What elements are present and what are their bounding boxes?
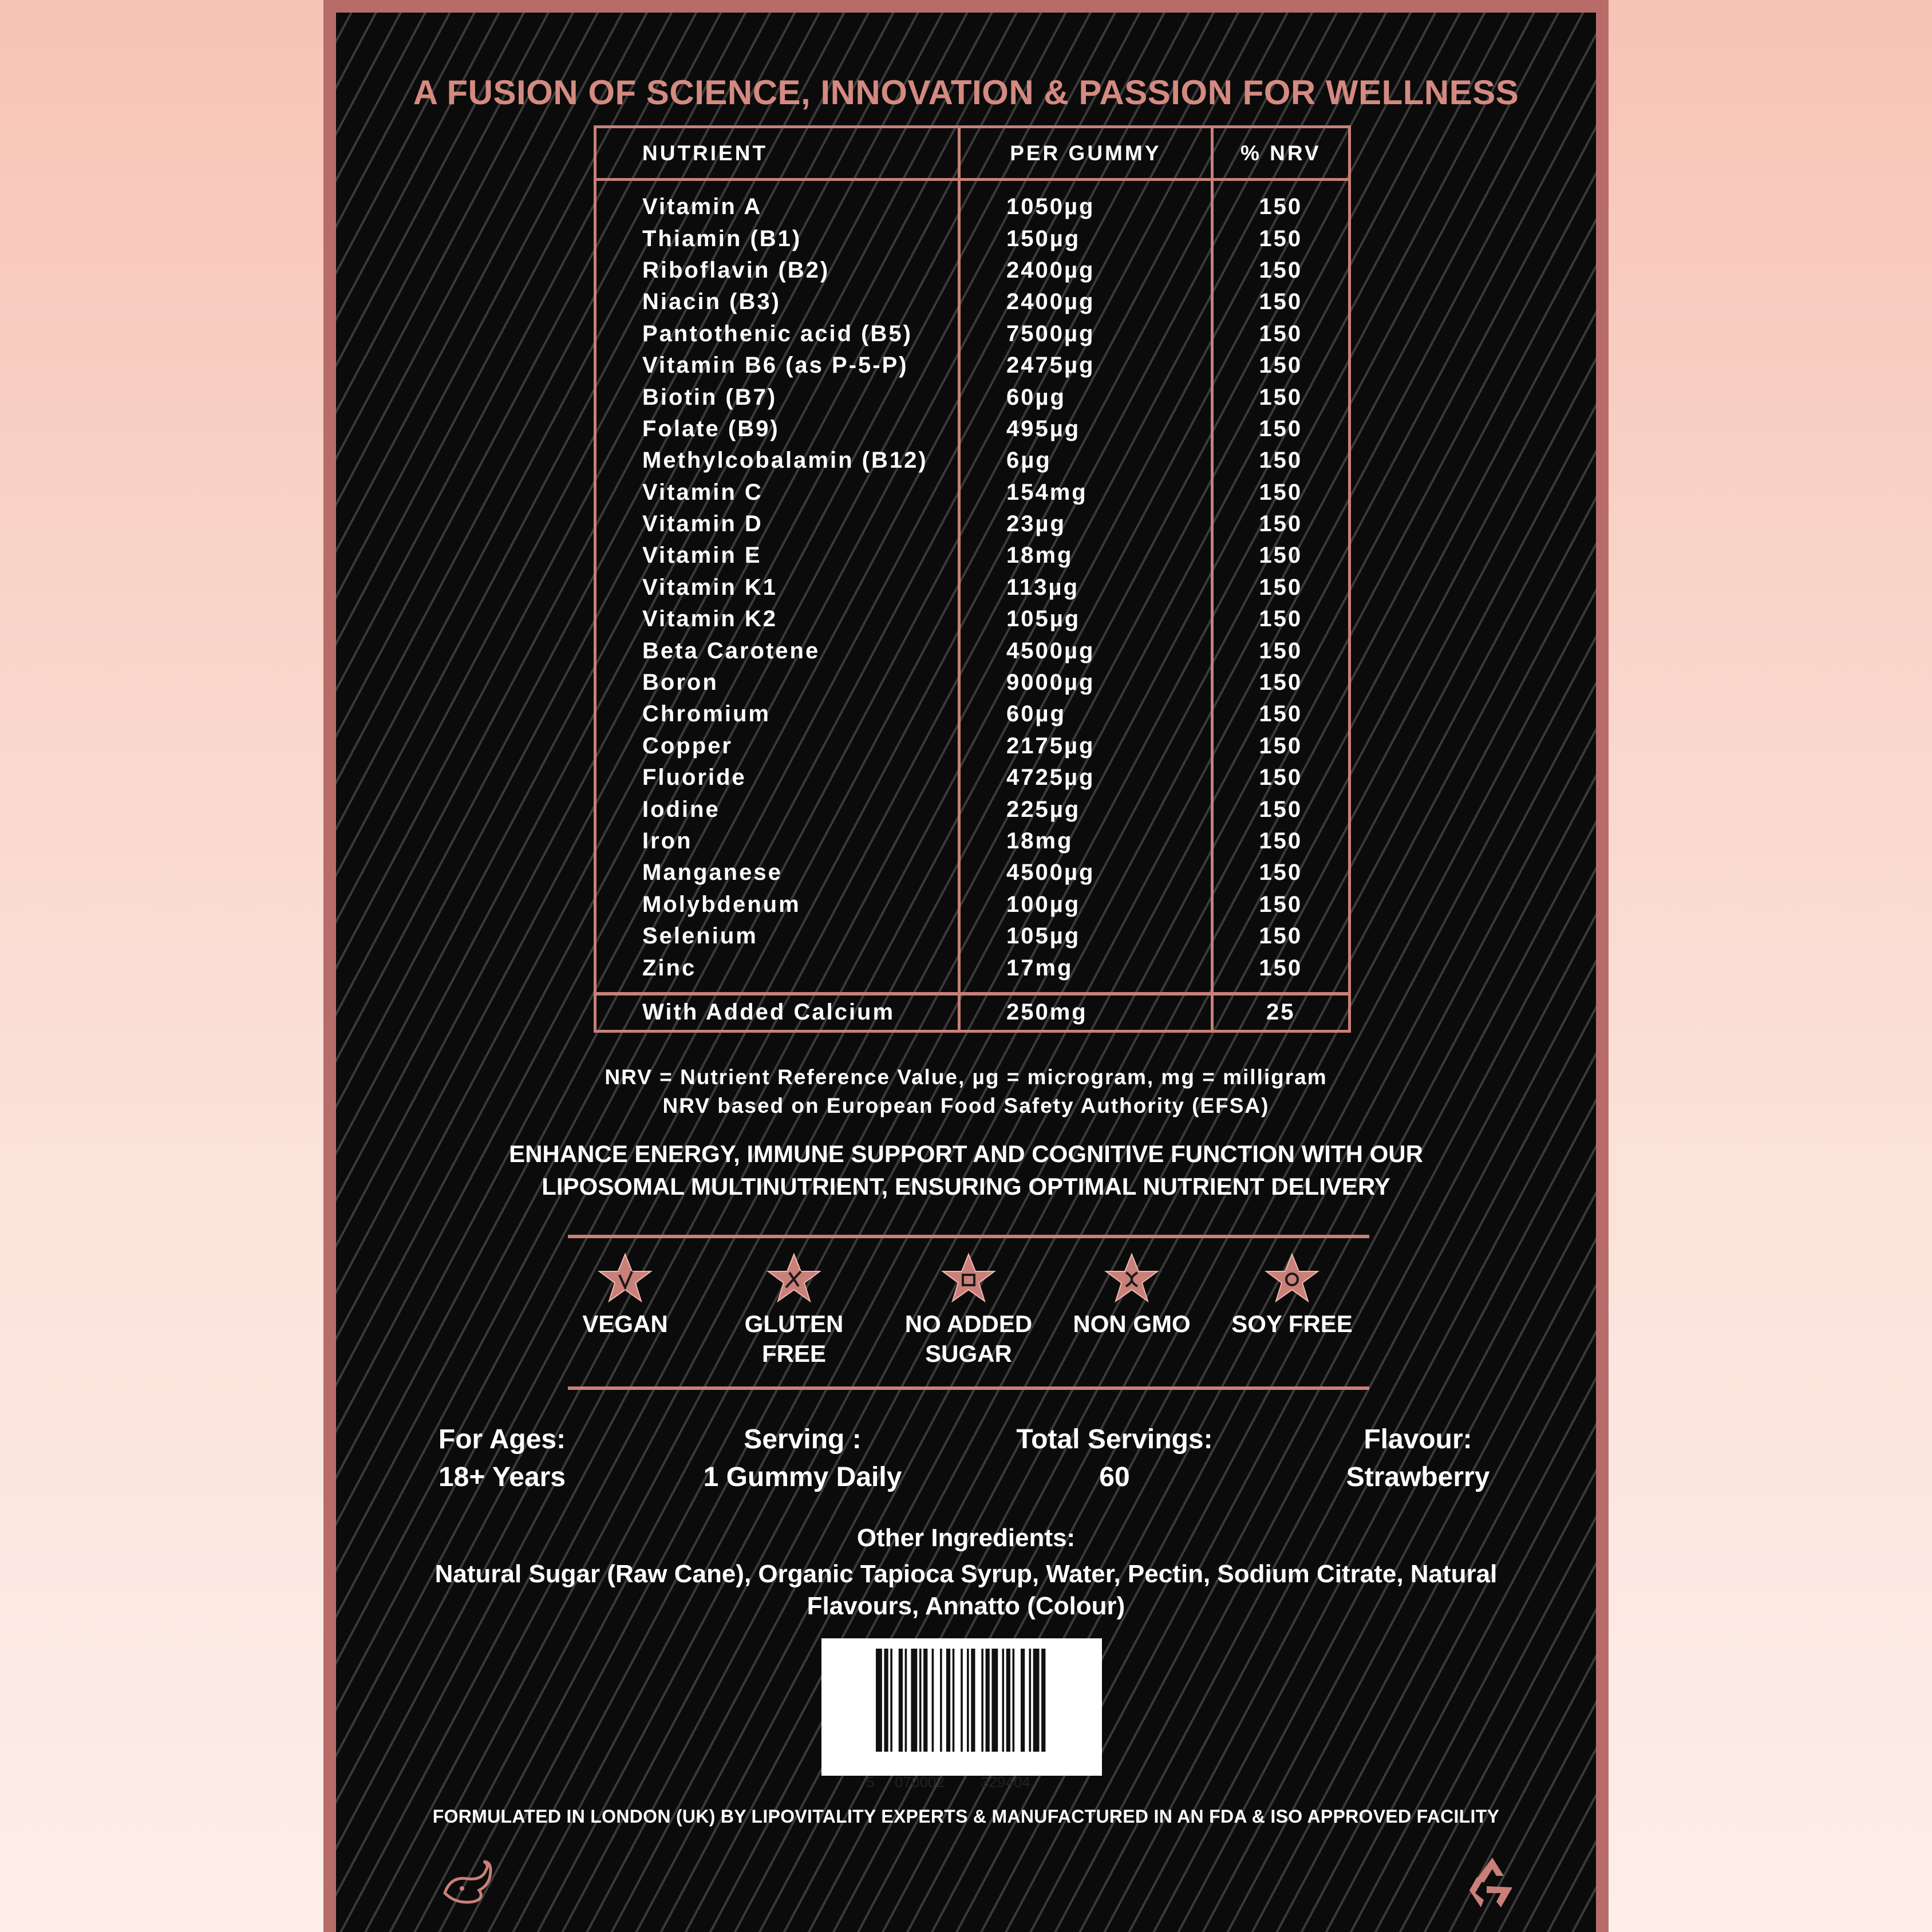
table-row	[595, 508, 1350, 540]
nutrient-name: Methylcobalamin (B12)	[595, 445, 959, 476]
nutrient-nrv: 150	[1212, 381, 1349, 413]
serving-label: Serving :	[744, 1424, 862, 1455]
badge-label: SOY FREE	[1231, 1310, 1353, 1337]
other-ingredients-text	[422, 1558, 1510, 1622]
badge-label: GLUTEN FREE	[744, 1310, 844, 1367]
nutrient-name: Selenium	[595, 920, 959, 952]
nutrient-amount: 23µg	[959, 508, 1212, 540]
nutrient-name: Vitamin C	[595, 477, 959, 508]
nutrient-amount: 225µg	[959, 793, 1212, 825]
table-row	[595, 603, 1350, 635]
badge-gluten-free	[711, 1252, 877, 1369]
nutrient-amount: 2400µg	[959, 286, 1212, 318]
nutrient-nrv: 150	[1212, 445, 1349, 476]
nutrient-nrv: 150	[1212, 920, 1349, 952]
barcode-bar	[1002, 1649, 1004, 1752]
vegan-star-icon	[596, 1252, 654, 1303]
barcode-bar	[890, 1649, 892, 1752]
header-nrv: % NRV	[1212, 127, 1349, 180]
nrv-note-2: NRV based on European Food Safety Authority (EFSA)	[662, 1094, 1270, 1117]
nutrient-amount: 18mg	[959, 825, 1212, 857]
barcode-bar	[919, 1649, 922, 1752]
nutrient-nrv: 150	[1212, 477, 1349, 508]
nutrient-amount: 60µg	[959, 381, 1212, 413]
soy-free-star-icon	[1263, 1252, 1321, 1303]
nutrient-nrv: 150	[1212, 857, 1349, 888]
nutrient-nrv: 150	[1212, 318, 1349, 350]
header-nutrient: NUTRIENT	[595, 127, 959, 180]
nutrient-nrv: 150	[1212, 762, 1349, 793]
ages-label: For Ages:	[438, 1424, 566, 1455]
badge-label: VEGAN	[582, 1310, 668, 1337]
barcode-bar	[876, 1649, 882, 1752]
benefit-statement	[336, 1137, 1596, 1203]
nutrient-nrv: 150	[1212, 180, 1349, 223]
cruelty-free-bunny-icon	[433, 1853, 502, 1910]
nutrient-name: Zinc	[595, 952, 959, 993]
table-row	[595, 730, 1350, 762]
info-serving	[702, 1421, 903, 1496]
table-row	[595, 920, 1350, 952]
nutrient-name: Iodine	[595, 793, 959, 825]
nutrient-nrv: 150	[1212, 255, 1349, 286]
nutrient-amount: 105µg	[959, 920, 1212, 952]
barcode-bar	[986, 1649, 990, 1752]
nutrient-name: Manganese	[595, 857, 959, 888]
nutrient-name: Vitamin E	[595, 540, 959, 571]
info-flavour	[1326, 1421, 1510, 1496]
nutrient-amount: 2400µg	[959, 255, 1212, 286]
label-panel	[336, 13, 1596, 1932]
calcium-row	[595, 994, 1350, 1032]
divider-bottom	[568, 1386, 1369, 1390]
barcode-bar	[911, 1649, 917, 1752]
nutrient-amount: 2175µg	[959, 730, 1212, 762]
table-row	[595, 793, 1350, 825]
table-row	[595, 540, 1350, 571]
nutrition-table	[594, 125, 1351, 1033]
barcode-bar	[1006, 1649, 1010, 1752]
barcode-bar	[1029, 1649, 1031, 1752]
table-row	[595, 762, 1350, 793]
table-row	[595, 477, 1350, 508]
barcode-bar	[981, 1649, 983, 1752]
barcode	[821, 1638, 1102, 1791]
gluten-free-star-icon	[765, 1252, 823, 1303]
nutrient-amount: 7500µg	[959, 318, 1212, 350]
nutrient-amount: 495µg	[959, 413, 1212, 445]
table-row	[595, 413, 1350, 445]
nutrient-nrv: 150	[1212, 413, 1349, 445]
nutrient-name: Copper	[595, 730, 959, 762]
nutrient-name: Iron	[595, 825, 959, 857]
barcode-digit-left: 070002	[895, 1773, 945, 1791]
nutrient-name: Molybdenum	[595, 889, 959, 920]
barcode-bar	[1033, 1649, 1040, 1752]
nutrient-amount: 2475µg	[959, 350, 1212, 381]
nutrient-amount: 4500µg	[959, 857, 1212, 888]
nutrient-nrv: 150	[1212, 730, 1349, 762]
nutrient-nrv: 150	[1212, 825, 1349, 857]
calcium-name: With Added Calcium	[595, 994, 959, 1032]
nutrient-amount: 150µg	[959, 223, 1212, 254]
label-frame	[323, 0, 1609, 1932]
table-row	[595, 572, 1350, 603]
barcode-bar	[971, 1649, 975, 1752]
barcode-bar	[1041, 1649, 1045, 1752]
nutrient-amount: 105µg	[959, 603, 1212, 635]
total-servings-label: Total Servings:	[1016, 1424, 1213, 1455]
table-row	[595, 350, 1350, 381]
table-row	[595, 255, 1350, 286]
recycle-icon	[1461, 1853, 1524, 1910]
table-row	[595, 825, 1350, 857]
headline: A FUSION OF SCIENCE, INNOVATION & PASSION FOR WELLNESS	[413, 73, 1519, 112]
barcode-bar	[991, 1649, 998, 1752]
nutrient-name: Chromium	[595, 698, 959, 730]
nutrient-nrv: 150	[1212, 572, 1349, 603]
barcode-bars	[876, 1649, 1048, 1752]
header-per-gummy: PER GUMMY	[959, 127, 1212, 180]
table-row	[595, 180, 1350, 223]
calcium-nrv: 25	[1212, 994, 1349, 1032]
nutrient-nrv: 150	[1212, 635, 1349, 666]
nutrient-name: Riboflavin (B2)	[595, 255, 959, 286]
barcode-bar	[961, 1649, 963, 1752]
nrv-note-1: NRV = Nutrient Reference Value, µg = microgram, mg = milligram	[605, 1065, 1327, 1089]
table-header-row	[595, 127, 1350, 180]
table-row	[595, 381, 1350, 413]
nutrient-name: Vitamin B6 (as P-5-P)	[595, 350, 959, 381]
table-row	[595, 857, 1350, 888]
nutrient-nrv: 150	[1212, 286, 1349, 318]
barcode-bar	[940, 1649, 942, 1752]
barcode-digit-prefix: 5	[866, 1773, 875, 1791]
info-ages	[416, 1421, 588, 1496]
nutrient-name: Folate (B9)	[595, 413, 959, 445]
table-row	[595, 223, 1350, 254]
nutrient-amount: 4500µg	[959, 635, 1212, 666]
table-row	[595, 698, 1350, 730]
barcode-bar	[932, 1649, 934, 1752]
nutrient-name: Thiamin (B1)	[595, 223, 959, 254]
badge-vegan	[568, 1252, 682, 1339]
nutrient-nrv: 150	[1212, 540, 1349, 571]
badge-row	[568, 1252, 1369, 1378]
nutrient-name: Pantothenic acid (B5)	[595, 318, 959, 350]
nutrient-nrv: 150	[1212, 667, 1349, 698]
barcode-bar	[946, 1649, 950, 1752]
barcode-bar	[1013, 1649, 1015, 1752]
nutrient-nrv: 150	[1212, 698, 1349, 730]
nutrient-amount: 154mg	[959, 477, 1212, 508]
flavour-label: Flavour:	[1364, 1424, 1472, 1455]
barcode-bar	[884, 1649, 888, 1752]
barcode-bar	[967, 1649, 969, 1752]
nutrient-name: Vitamin D	[595, 508, 959, 540]
calcium-amount: 250mg	[959, 994, 1212, 1032]
total-servings-value: 60	[1099, 1462, 1130, 1492]
barcode-bar	[1021, 1649, 1025, 1752]
nutrient-name: Beta Carotene	[595, 635, 959, 666]
nutrient-nrv: 150	[1212, 603, 1349, 635]
nutrient-nrv: 150	[1212, 508, 1349, 540]
badge-label: NO ADDED	[904, 1310, 1033, 1337]
nutrient-name: Vitamin K1	[595, 572, 959, 603]
benefit-line-2: LIPOSOMAL MULTINUTRIENT, ENSURING OPTIMAL NUTRIENT DELIVERY	[542, 1173, 1390, 1200]
table-row	[595, 318, 1350, 350]
table-row	[595, 286, 1350, 318]
nutrient-nrv: 150	[1212, 889, 1349, 920]
benefit-line-1: ENHANCE ENERGY, IMMUNE SUPPORT AND COGNITIVE FUNCTION WITH OUR	[509, 1140, 1423, 1167]
barcode-bar	[905, 1649, 907, 1752]
nutrient-amount: 60µg	[959, 698, 1212, 730]
nutrient-amount: 17mg	[959, 952, 1212, 993]
table-row	[595, 635, 1350, 666]
nutrient-nrv: 150	[1212, 223, 1349, 254]
footer-statement: FORMULATED IN LONDON (UK) BY LIPOVITALITY EXPERTS & MANUFACTURED IN AN FDA & ISO APPROVED FACILITY	[432, 1806, 1500, 1827]
nutrient-name: Boron	[595, 667, 959, 698]
nutrient-name: Fluoride	[595, 762, 959, 793]
nutrient-name: Biotin (B7)	[595, 381, 959, 413]
nutrient-amount: 4725µg	[959, 762, 1212, 793]
barcode-digit-right: 329404	[981, 1773, 1030, 1791]
nutrient-amount: 113µg	[959, 572, 1212, 603]
badge-no-sugar	[897, 1252, 1040, 1369]
nutrient-name: Niacin (B3)	[595, 286, 959, 318]
other-ingredients-title: Other Ingredients:	[856, 1524, 1076, 1552]
badge-non-gmo	[1066, 1252, 1198, 1339]
nutrient-name: Vitamin K2	[595, 603, 959, 635]
nutrient-name: Vitamin A	[595, 180, 959, 223]
nutrient-nrv: 150	[1212, 793, 1349, 825]
other-ingredients-line-1: Natural Sugar (Raw Cane), Organic Tapioca Syrup, Water, Pectin, Sodium Citrate, Natural	[434, 1560, 1498, 1588]
nutrient-amount: 6µg	[959, 445, 1212, 476]
no-sugar-star-icon	[940, 1252, 997, 1303]
nutrient-amount: 1050µg	[959, 180, 1212, 223]
badge-label-2: SUGAR	[925, 1340, 1012, 1367]
nutrient-nrv: 150	[1212, 350, 1349, 381]
badge-label: NON GMO	[1073, 1310, 1191, 1337]
nutrient-nrv: 150	[1212, 952, 1349, 993]
nutrient-amount: 18mg	[959, 540, 1212, 571]
table-row	[595, 889, 1350, 920]
non-gmo-star-icon	[1103, 1252, 1160, 1303]
barcode-bar	[923, 1649, 927, 1752]
table-row	[595, 667, 1350, 698]
table-row	[595, 952, 1350, 993]
badge-soy-free	[1223, 1252, 1361, 1339]
info-total-servings	[1006, 1421, 1223, 1496]
table-row	[595, 445, 1350, 476]
other-ingredients-line-2: Flavours, Annatto (Colour)	[807, 1592, 1125, 1620]
serving-value: 1 Gummy Daily	[703, 1462, 902, 1492]
nutrient-amount: 9000µg	[959, 667, 1212, 698]
barcode-bar	[899, 1649, 903, 1752]
flavour-value: Strawberry	[1346, 1462, 1490, 1492]
divider-top	[568, 1235, 1369, 1238]
ages-value: 18+ Years	[438, 1462, 566, 1492]
nutrient-amount: 100µg	[959, 889, 1212, 920]
barcode-bar	[953, 1649, 955, 1752]
